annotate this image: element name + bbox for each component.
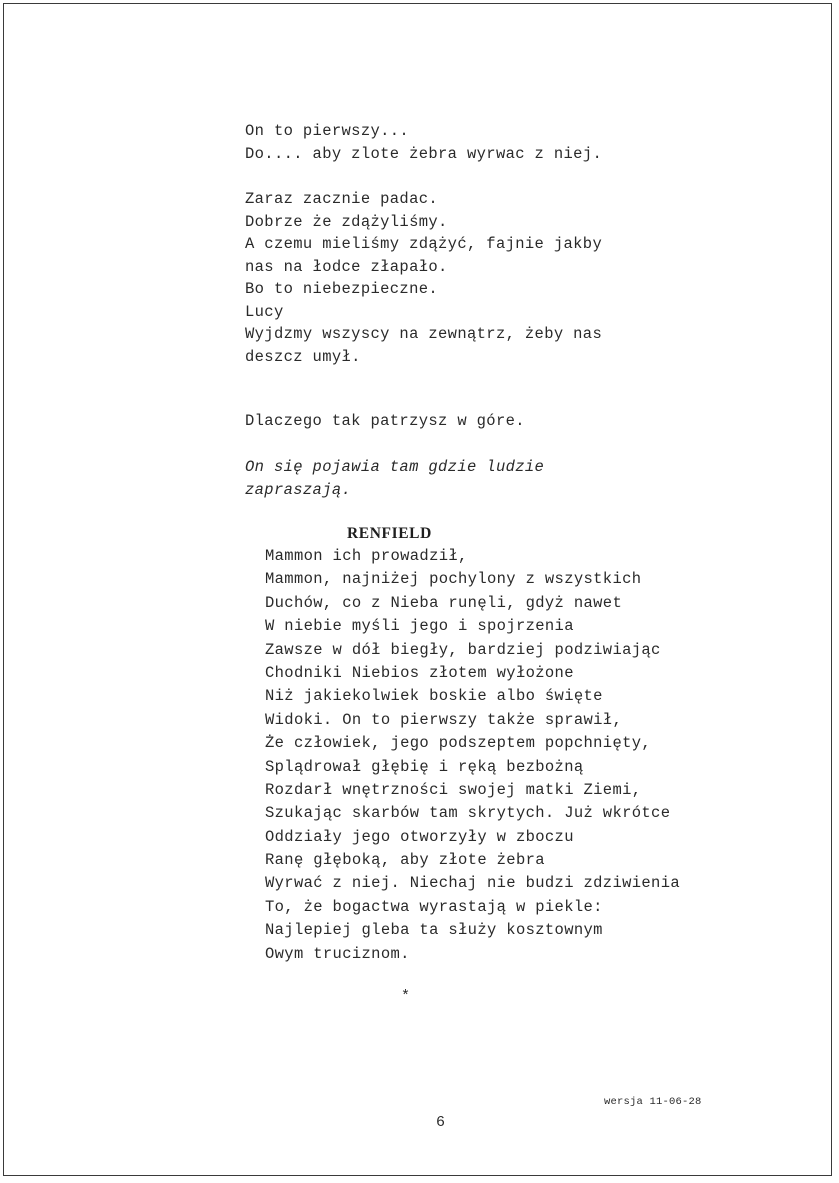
- dialogue-line: Do.... aby zlote żebra wyrwac z niej.: [245, 144, 603, 163]
- stage-direction: [245, 456, 544, 501]
- document-page: [3, 3, 832, 1176]
- verse-line: Splądrował głębię i ręką bezbożną: [265, 757, 584, 776]
- speaker-name: RENFIELD: [347, 525, 432, 542]
- page-number: 6: [436, 1114, 446, 1131]
- version-stamp: wersja 11-06-28: [604, 1096, 702, 1108]
- dialogue-line: Dobrze że zdążyliśmy.: [245, 212, 448, 231]
- verse-line: Ranę głęboką, aby złote żebra: [265, 851, 545, 870]
- dialogue-line: deszcz umył.: [245, 347, 361, 366]
- stage-direction-line: zapraszają.: [245, 480, 352, 499]
- dialogue-line: Dlaczego tak patrzysz w góre.: [245, 412, 525, 430]
- dialogue-line: Lucy: [245, 302, 284, 321]
- verse-line: Szukając skarbów tam skrytych. Już wkrótce: [265, 804, 671, 823]
- dialogue-block-2: [245, 188, 602, 368]
- verse-line: Owym truciznom.: [265, 944, 410, 963]
- dialogue-line: A czemu mieliśmy zdążyć, fajnie jakby: [245, 235, 603, 253]
- dialogue-line: On to pierwszy...: [245, 122, 410, 140]
- verse-line: Oddziały jego otworzyły w zboczu: [265, 827, 574, 846]
- dialogue-line: Wyjdzmy wszyscy na zewnątrz, żeby nas: [245, 325, 603, 343]
- verse-line: Duchów, co z Nieba runęli, gdyż nawet: [265, 593, 623, 612]
- verse-line: Zawsze w dół biegły, bardziej podziwiając: [265, 640, 661, 659]
- verse-line: Widoki. On to pierwszy także sprawił,: [265, 710, 623, 729]
- dialogue-line: Bo to niebezpieczne.: [245, 280, 439, 298]
- dialogue-block-3: [245, 410, 525, 433]
- verse-line: Niż jakiekolwiek boskie albo święte: [265, 687, 603, 706]
- dialogue-block-1: [245, 120, 602, 165]
- verse-block: [265, 545, 680, 966]
- stage-direction-line: On się pojawia tam gdzie ludzie: [245, 458, 545, 476]
- verse-line: Mammon, najniżej pochylony z wszystkich: [265, 570, 642, 589]
- verse-line: Najlepiej gleba ta służy kosztownym: [265, 921, 603, 940]
- verse-line: Chodniki Niebios złotem wyłożone: [265, 663, 574, 682]
- verse-line: Wyrwać z niej. Niechaj nie budzi zdziwienia: [265, 874, 681, 893]
- dialogue-line: Zaraz zacznie padac.: [245, 190, 439, 208]
- dialogue-line: nas na łodce złapało.: [245, 257, 448, 276]
- verse-line: To, że bogactwa wyrastają w piekle:: [265, 897, 603, 916]
- verse-line: Rozdarł wnętrzności swojej matki Ziemi,: [265, 780, 642, 799]
- verse-line: Mammon ich prowadził,: [265, 547, 468, 565]
- section-separator: *: [401, 988, 411, 1005]
- verse-line: Że człowiek, jego podszeptem popchnięty,: [265, 734, 652, 753]
- verse-line: W niebie myśli jego i spojrzenia: [265, 617, 574, 636]
